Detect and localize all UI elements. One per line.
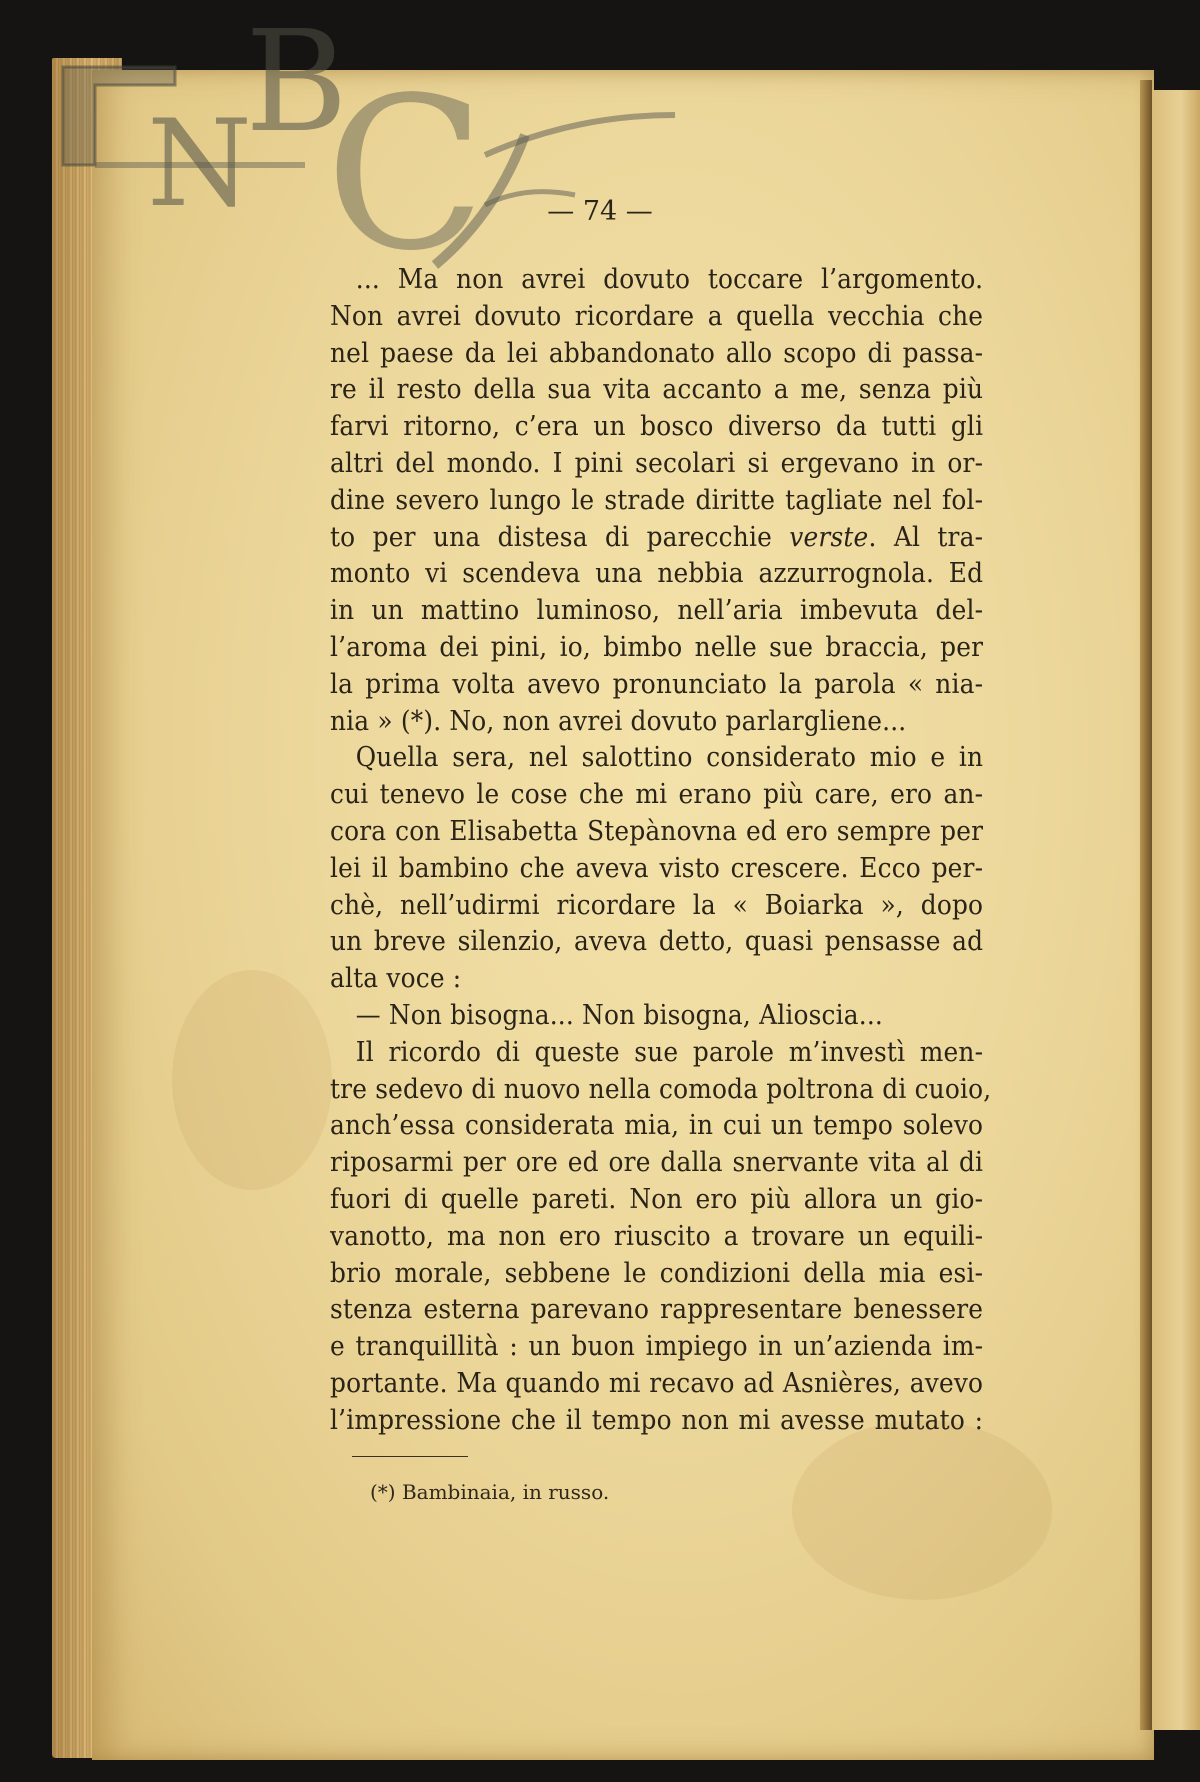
svg-text:B: B (245, 15, 348, 164)
text-segment: . Al tra- (868, 521, 984, 553)
paper-stain (172, 970, 332, 1190)
text-line: monto vi scendeva una nebbia azzurrognola. Ed (330, 558, 984, 590)
dialogue-line: — Non bisogna... Non bisogna, Alioscia... (355, 999, 883, 1031)
text-line: la prima volta avevo pronunciato la parola « nia- (330, 668, 984, 700)
text-line: alta voce : (330, 963, 462, 995)
text-line: anch’essa considerata mia, in cui un tempo solevo (330, 1110, 984, 1142)
bncf-watermark-logo (55, 15, 695, 275)
text-line: portante. Ma quando mi recavo ad Asnières, avevo (330, 1367, 984, 1399)
text-line-with-italic (330, 520, 983, 557)
text-line: l’aroma dei pini, io, bimbo nelle sue braccia, per (330, 631, 984, 663)
text-line: un breve silenzio, aveva detto, quasi pensasse ad (330, 926, 984, 958)
text-line: tre sedevo di nuovo nella comoda poltrona di cuoio, (330, 1073, 992, 1105)
text-line: in un mattino luminoso, nell’aria imbevuta del- (330, 595, 984, 627)
paper-stain (792, 1420, 1052, 1600)
facing-page-edge (1152, 90, 1200, 1730)
text-line: Non avrei dovuto ricordare a quella vecchia che (330, 300, 984, 332)
svg-text:C: C (325, 52, 486, 275)
italic-word: verste (789, 521, 869, 553)
text-segment: to per una distesa di parecchie (330, 521, 790, 553)
text-line: nia » (*). No, non avrei dovuto parlargliene... (330, 705, 907, 737)
footnote-rule (352, 1456, 468, 1457)
svg-text:N: N (147, 95, 252, 234)
text-line: cui tenevo le cose che mi erano più care, ero an- (330, 779, 984, 811)
text-line: e tranquillità : un buon impiego in un’azienda im- (330, 1331, 984, 1363)
text-line: cora con Elisabetta Stepànovna ed ero sempre per (330, 815, 984, 847)
text-line: ... Ma non avrei dovuto toccare l’argomento. (355, 264, 984, 295)
text-line: re il resto della sua vita accanto a me, senza più (330, 374, 984, 406)
text-line: chè, nell’udirmi ricordare la « Boiarka », dopo (330, 889, 984, 921)
text-line: dine severo lungo le strade diritte tagliate nel fol- (330, 484, 984, 516)
footnote: (*) Bambinaia, in russo. (370, 1480, 610, 1504)
text-line: farvi ritorno, c’era un bosco diverso da tutti gli (330, 411, 984, 443)
body-text (330, 262, 992, 1440)
text-line: vanotto, ma non ero riuscito a trovare un equili- (330, 1220, 984, 1252)
text-line: Quella sera, nel salottino considerato mio e in (355, 742, 984, 774)
text-line: nel paese da lei abbandonato allo scopo di passa- (330, 337, 984, 369)
text-line: riposarmi per ore ed ore dalla snervante vita al di (330, 1147, 984, 1179)
text-line: lei il bambino che aveva visto crescere. Ecco per- (330, 852, 984, 884)
text-line: brio morale, sebbene le condizioni della mia esi- (330, 1257, 984, 1289)
text-line: l’impressione che il tempo non mi avesse mutato : (330, 1404, 984, 1436)
page-number: — 74 — (547, 196, 653, 227)
text-line: altri del mondo. I pini secolari si ergevano in or- (330, 447, 984, 479)
text-line: fuori di quelle pareti. Non ero più allora un gio- (330, 1183, 984, 1215)
text-line: Il ricordo di queste sue parole m’investì men- (355, 1036, 984, 1068)
book-gutter (1140, 80, 1152, 1730)
text-line: stenza esterna parevano rappresentare benessere (330, 1294, 984, 1326)
